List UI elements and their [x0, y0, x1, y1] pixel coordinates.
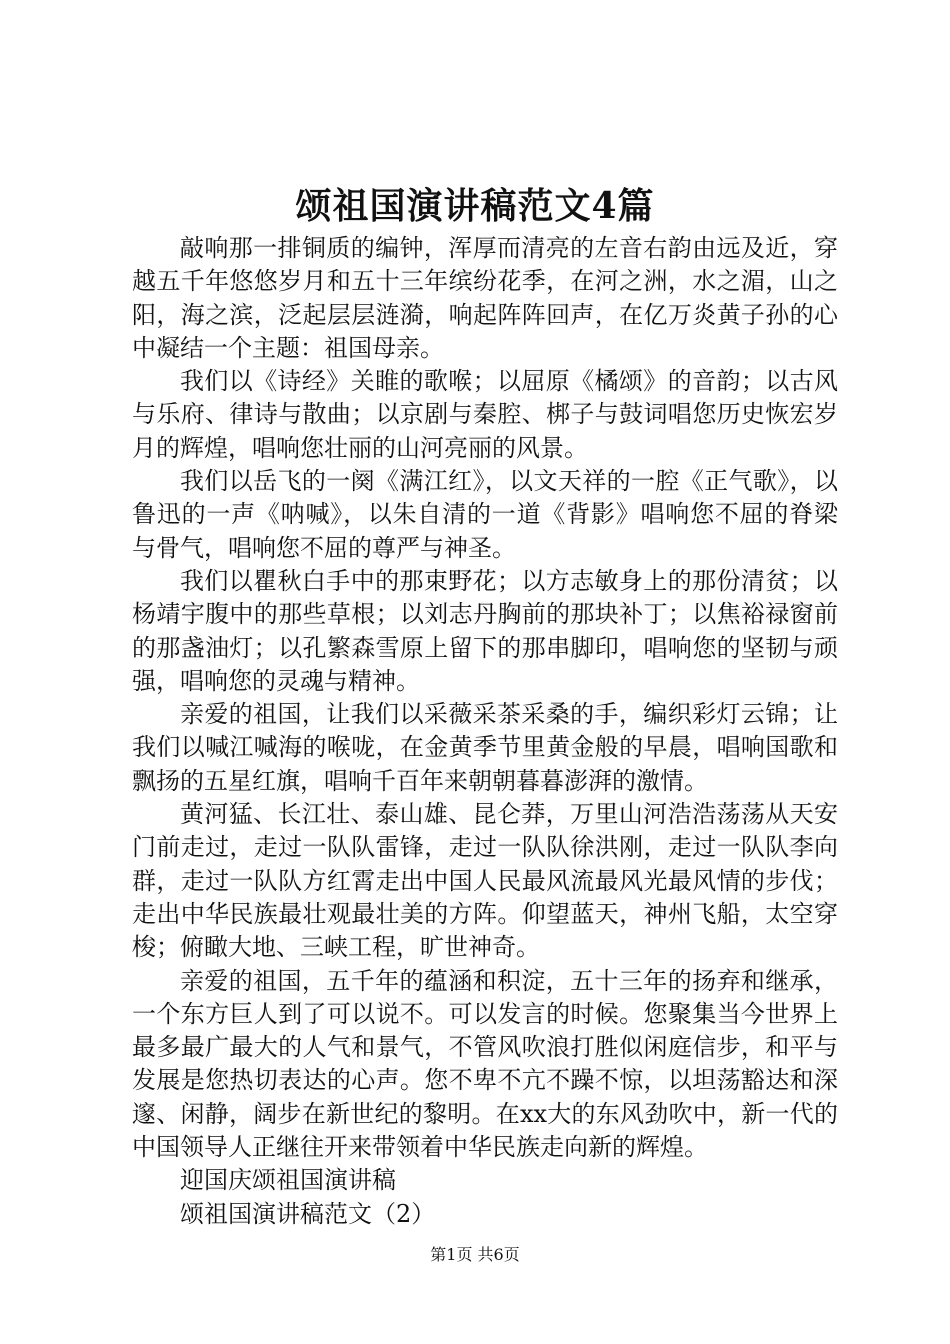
- paragraph-7: 亲爱的祖国，五千年的蕴涵和积淀，五十三年的扬弃和继承，一个东方巨人到了可以说不。可以发言的时候。您聚集当今世界上最多最广最大的人气和景气，不管风吹浪打胜似闲庭信步，和平与发展是您热切表达的心声。您不卑不亢不躁不惊，以坦荡豁达和深邃、闲静，阔步在新世纪的黎明。在xx大的东风劲吹中，新一代的中国领导人正继往开来带领着中华民族走向新的辉煌。: [132, 966, 838, 1162]
- paragraph-2: 我们以《诗经》关睢的歌喉；以屈原《橘颂》的音韵；以古风与乐府、律诗与散曲；以京剧与秦腔、梆子与鼓词唱您历史恢宏岁月的辉煌，唱响您壮丽的山河亮丽的风景。: [132, 367, 838, 462]
- paragraph-4: 我们以瞿秋白手中的那束野花；以方志敏身上的那份清贫；以杨靖宇腹中的那些草根；以刘志丹胸前的那块补丁；以焦裕禄窗前的那盏油灯；以孔繁森雪原上留下的那串脚印，唱响您的坚韧与顽强，唱响您的灵魂与精神。: [132, 566, 838, 695]
- section-heading-1: 迎国庆颂祖国演讲稿: [180, 1166, 396, 1195]
- document-body: [132, 232, 838, 1231]
- paragraph-1: 敲响那一排铜质的编钟，浑厚而清亮的左音右韵由远及近，穿越五千年悠悠岁月和五十三年缤纷花季，在河之洲，水之湄，山之阳，海之滨，泛起层层涟漪，响起阵阵回声，在亿万炎黄子孙的心中凝结一个主题：祖国母亲。: [132, 234, 838, 362]
- page-footer: 第1页 共6页: [430, 1245, 520, 1264]
- paragraph-3: 我们以岳飞的一阕《满江红》，以文天祥的一腔《正气歌》，以鲁迅的一声《呐喊》，以朱自清的一道《背影》唱响您不屈的脊梁与骨气，唱响您不屈的尊严与神圣。: [132, 467, 838, 562]
- paragraph-5: 亲爱的祖国，让我们以采薇采茶采桑的手，编织彩灯云锦；让我们以喊江喊海的喉咙，在金黄季节里黄金般的早晨，唱响国歌和飘扬的五星红旗，唱响千百年来朝朝暮暮澎湃的激情。: [132, 700, 838, 795]
- section-heading-2: 颂祖国演讲稿范文（2）: [180, 1199, 436, 1228]
- page-title: 颂祖国演讲稿范文4篇: [295, 185, 655, 227]
- paragraph-6: 黄河猛、长江壮、泰山雄、昆仑莽，万里山河浩浩荡荡从天安门前走过，走过一队队雷锋，走过一队队徐洪刚，走过一队队李向群，走过一队队方红霄走出中国人民最风流最风光最风情的步伐；走出中华民族最壮观最壮美的方阵。仰望蓝天，神州飞船，太空穿梭；俯瞰大地、三峡工程，旷世神奇。: [132, 800, 838, 962]
